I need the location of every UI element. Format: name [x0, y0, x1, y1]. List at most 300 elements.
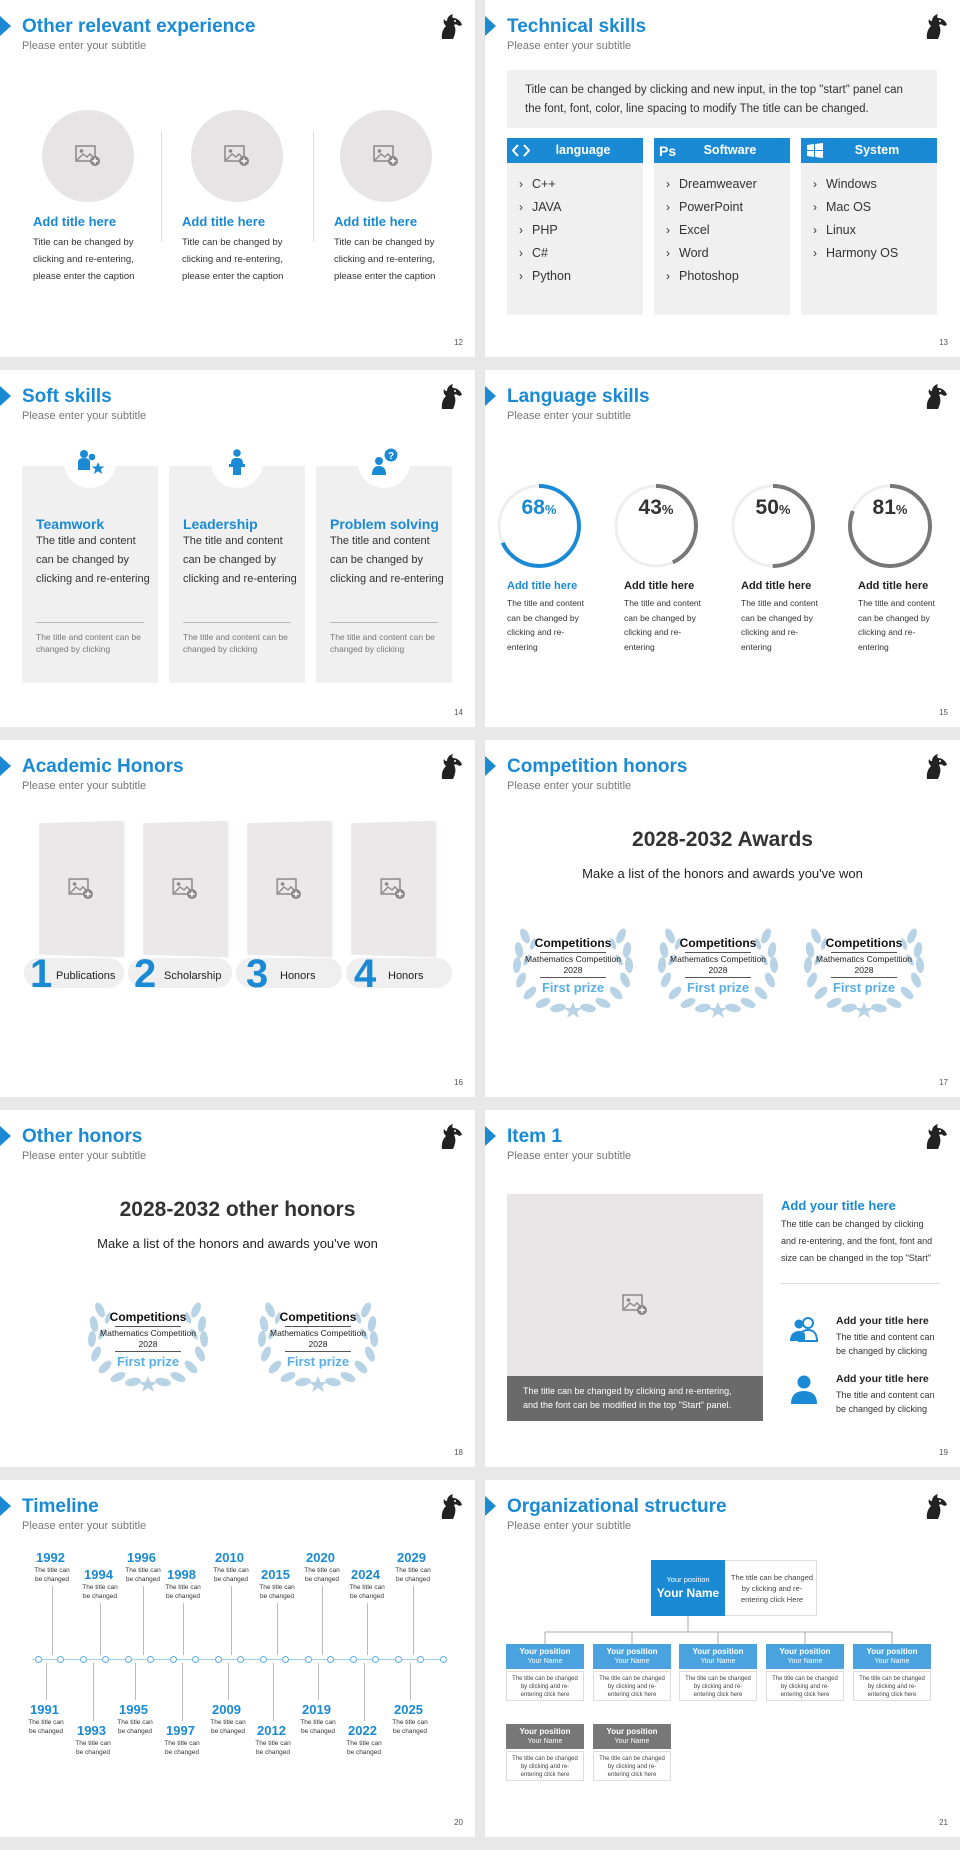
image-placeholder-icon	[224, 145, 250, 167]
award-prize: First prize	[286, 1354, 350, 1369]
page-number: 14	[454, 708, 463, 717]
card-body: Title can be changed by clicking and re-entering, please enter the caption	[334, 237, 436, 282]
honor-number: 1	[30, 952, 53, 996]
card-title: Leadership	[183, 516, 258, 532]
timeline-tick	[277, 1603, 278, 1655]
slide-subtitle: Please enter your subtitle	[507, 410, 632, 422]
card-title: Problem solving	[330, 516, 439, 532]
divider	[313, 132, 314, 242]
timeline-dot	[305, 1656, 312, 1663]
org-position-box[interactable]	[766, 1644, 844, 1669]
skill-card	[22, 466, 158, 683]
card-body: Title can be changed by clicking and re-entering, please enter the caption	[33, 237, 135, 282]
intro-text: Title can be changed by clicking and new input, in the top "start" panel can the font, font, color, line spacing to modify The title can be changed.	[507, 70, 937, 128]
award-category: Competitions	[679, 936, 757, 950]
org-desc: The title can be changed by clicking and re-entering click here	[766, 1671, 844, 1701]
list-item: › JAVA	[519, 196, 643, 219]
timeline-year: 1991	[30, 1702, 59, 1717]
honor-number: 4	[354, 952, 377, 996]
timeline-caption: The title can be changed	[165, 1584, 201, 1600]
team-icon	[75, 448, 105, 476]
image-placeholder-icon	[373, 145, 399, 167]
title-marker	[0, 16, 11, 36]
point-title: Add your title here	[836, 1373, 929, 1385]
award-event: Mathematics Competition	[100, 1328, 196, 1338]
title-marker	[485, 1496, 496, 1516]
user-icon	[790, 1374, 818, 1404]
honor-label: Publications	[56, 970, 116, 982]
timeline-tick	[318, 1663, 319, 1700]
slide-subtitle: Please enter your subtitle	[507, 40, 632, 52]
image-placeholder-icon	[68, 878, 94, 900]
timeline-dot	[215, 1656, 222, 1663]
org-desc: The title can be changed by clicking and re-entering click here	[506, 1751, 584, 1781]
divider	[115, 1326, 181, 1327]
list-item: › Windows	[813, 173, 937, 196]
org-name: Your Name	[874, 1658, 910, 1665]
slide-title: Competition honors	[507, 756, 688, 777]
point-title: Add your title here	[836, 1315, 929, 1327]
award-year: 2028	[308, 1339, 328, 1349]
ring-title: Add title here	[741, 580, 812, 592]
org-position-box[interactable]	[593, 1644, 671, 1669]
timeline-caption: The title can be changed	[255, 1740, 291, 1756]
image-placeholder-icon	[276, 878, 302, 900]
column-label: System	[854, 143, 900, 157]
ring-title: Add title here	[624, 580, 695, 592]
divider	[115, 1351, 181, 1352]
org-desc: The title can be changed by clicking and re-entering click here	[679, 1671, 757, 1701]
award-event: Mathematics Competition	[525, 954, 621, 964]
award-category: Competitions	[279, 1310, 357, 1324]
timeline-year: 1996	[127, 1550, 156, 1565]
timeline-dot	[440, 1656, 447, 1663]
org-name: Your Name	[614, 1738, 650, 1745]
ring-value: 50%	[755, 496, 791, 519]
image-placeholder-icon	[172, 878, 198, 900]
horse-logo-icon	[435, 1122, 465, 1152]
skill-column-system	[801, 138, 937, 315]
timeline-dot	[417, 1656, 424, 1663]
org-position: Your position	[779, 1647, 831, 1656]
horse-logo-icon	[920, 752, 950, 782]
timeline-caption: The title can be changed	[349, 1584, 385, 1600]
title-marker	[0, 1126, 11, 1146]
image-placeholder[interactable]	[143, 821, 228, 958]
org-position: Your position	[606, 1647, 658, 1656]
ring-body: The title and content can be changed by clicking and re-entering	[624, 598, 702, 652]
timeline-tick	[410, 1663, 411, 1700]
page-number: 20	[454, 1818, 463, 1827]
honor-label: Scholarship	[164, 970, 222, 982]
slide-subtitle: Please enter your subtitle	[507, 780, 632, 792]
timeline-tick	[413, 1586, 414, 1655]
slide-title: Organizational structure	[507, 1496, 727, 1517]
awards-heading: 2028-2032 Awards	[632, 828, 813, 851]
skill-column-software	[654, 138, 790, 315]
award-year: 2028	[854, 965, 874, 975]
divider	[540, 977, 606, 978]
timeline-dot	[395, 1656, 402, 1663]
org-name: Your Name	[656, 1586, 720, 1600]
org-head-box[interactable]	[651, 1560, 725, 1616]
list-item: › PowerPoint	[666, 196, 790, 219]
timeline-tick	[93, 1663, 94, 1721]
divider	[831, 977, 897, 978]
list-item: › Word	[666, 242, 790, 265]
horse-logo-icon	[920, 1122, 950, 1152]
timeline-year: 1992	[36, 1550, 65, 1565]
ring-body: The title and content can be changed by clicking and re-entering	[507, 598, 585, 652]
slide-org-structure	[485, 1480, 960, 1837]
slide-title: Soft skills	[22, 386, 112, 407]
card-body: The title and content can be changed by clicking and re-entering	[36, 535, 150, 585]
horse-logo-icon	[920, 1492, 950, 1522]
slide-title: Timeline	[22, 1496, 99, 1517]
main-body: The title can be changed by clicking and re-entering, and the font, font and size can be changed in the top "Start"	[781, 1219, 933, 1263]
timeline-year: 2022	[348, 1723, 377, 1738]
org-desc: The title can be changed by clicking and re-entering click here	[593, 1671, 671, 1701]
timeline-caption: The title can be changed	[259, 1584, 295, 1600]
timeline-year: 2024	[351, 1567, 380, 1582]
timeline-dot	[102, 1656, 109, 1663]
horse-logo-icon	[920, 382, 950, 412]
title-marker	[0, 386, 11, 406]
list-item: › Dreamweaver	[666, 173, 790, 196]
timeline-dot	[80, 1656, 87, 1663]
slide-academic-honors	[0, 740, 475, 1097]
ring-body: The title and content can be changed by clicking and re-entering	[741, 598, 819, 652]
award-category: Competitions	[825, 936, 903, 950]
divider	[36, 622, 144, 623]
card-title: Add title here	[334, 214, 418, 229]
slide-title: Item 1	[507, 1126, 562, 1147]
slide-language-skills	[485, 370, 960, 727]
org-head-desc: The title can be changed by clicking and re-entering click Here	[730, 1573, 814, 1604]
divider	[685, 977, 751, 978]
ring-title: Add title here	[858, 580, 929, 592]
org-position: Your position	[692, 1647, 744, 1656]
timeline-tick	[364, 1663, 365, 1721]
award-category: Competitions	[534, 936, 612, 950]
timeline-dot	[57, 1656, 64, 1663]
divider	[183, 622, 291, 623]
slide-other-experience	[0, 0, 475, 357]
award-year: 2028	[138, 1339, 158, 1349]
page-number: 15	[939, 708, 948, 717]
award-prize: First prize	[541, 980, 605, 995]
timeline-tick	[46, 1663, 47, 1700]
timeline-year: 2020	[306, 1550, 335, 1565]
page-number: 18	[454, 1448, 463, 1457]
column-header	[507, 138, 643, 163]
image-caption: The title can be changed by clicking and re-entering, and the font can be modified in the top "Start" panel.	[507, 1376, 763, 1421]
award-event: Mathematics Competition	[816, 954, 912, 964]
page-number: 21	[939, 1818, 948, 1827]
awards-heading: 2028-2032 other honors	[119, 1198, 356, 1221]
divider	[330, 622, 438, 623]
card-body: The title and content can be changed by clicking and re-entering	[330, 535, 444, 585]
slide-technical-skills	[485, 0, 960, 357]
award-year: 2028	[708, 965, 728, 975]
column-header	[801, 138, 937, 163]
list-item: › Python	[519, 265, 643, 288]
ring-value: 68%	[521, 496, 557, 519]
timeline-dot	[125, 1656, 132, 1663]
timeline-tick	[52, 1586, 53, 1655]
timeline-year: 1998	[167, 1567, 196, 1582]
column-label: language	[555, 143, 611, 157]
ring-value: 81%	[872, 496, 908, 519]
divider	[831, 952, 897, 953]
timeline-tick	[182, 1663, 183, 1721]
award-prize: First prize	[116, 1354, 180, 1369]
org-position-box[interactable]	[679, 1644, 757, 1669]
timeline-year: 1997	[166, 1723, 195, 1738]
timeline-year: 1995	[119, 1702, 148, 1717]
org-name: Your Name	[614, 1658, 650, 1665]
horse-logo-icon	[435, 1492, 465, 1522]
svg-text:Ps: Ps	[659, 143, 677, 159]
timeline-caption: The title can be changed	[164, 1740, 200, 1756]
org-name: Your Name	[787, 1658, 823, 1665]
timeline-caption: The title can be changed	[75, 1740, 111, 1756]
slide-title: Academic Honors	[22, 756, 184, 777]
timeline-tick	[322, 1586, 323, 1655]
image-placeholder[interactable]	[42, 110, 134, 202]
timeline-year: 2015	[261, 1567, 290, 1582]
icon-circle	[211, 436, 263, 488]
org-name: Your Name	[700, 1658, 736, 1665]
org-position: Your position	[666, 1575, 710, 1584]
title-marker	[485, 16, 496, 36]
card-note: The title and content can be changed by clicking	[36, 632, 141, 654]
divider	[781, 1283, 941, 1284]
timeline-tick	[100, 1603, 101, 1655]
list-item: › Linux	[813, 219, 937, 242]
divider	[285, 1326, 351, 1327]
award-year: 2028	[563, 965, 583, 975]
podium-speaker-icon	[223, 448, 251, 476]
awards-subheading: Make a list of the honors and awards you've won	[582, 866, 863, 881]
question-user-icon	[369, 448, 399, 476]
image-placeholder[interactable]	[39, 821, 124, 958]
timeline-caption: The title can be changed	[346, 1740, 382, 1756]
timeline-year: 2025	[394, 1702, 423, 1717]
card-title: Teamwork	[36, 516, 105, 532]
title-marker	[0, 1496, 11, 1516]
point-body: The title and content can be changed by clicking	[836, 1390, 935, 1414]
list-item: › Photoshop	[666, 265, 790, 288]
image-placeholder-icon	[622, 1294, 648, 1316]
slide-competition-honors	[485, 740, 960, 1097]
ring-title: Add title here	[507, 580, 578, 592]
svg-text:?: ?	[387, 451, 395, 462]
timeline-caption: The title can be changed	[117, 1719, 153, 1735]
slide-subtitle: Please enter your subtitle	[22, 780, 147, 792]
org-position-box[interactable]	[506, 1724, 584, 1749]
timeline-caption: The title can be changed	[82, 1584, 118, 1600]
timeline-caption: The title can be changed	[210, 1719, 246, 1735]
horse-logo-icon	[435, 382, 465, 412]
timeline-dot	[237, 1656, 244, 1663]
horse-logo-icon	[435, 12, 465, 42]
timeline-caption: The title can be changed	[34, 1567, 70, 1583]
ring-value: 43%	[638, 496, 674, 519]
skill-column-language	[507, 138, 643, 315]
org-desc: The title can be changed by clicking and re-entering click here	[593, 1751, 671, 1781]
timeline-year: 2029	[397, 1550, 426, 1565]
timeline-caption: The title can be changed	[300, 1719, 336, 1735]
org-desc: The title can be changed by clicking and re-entering click here	[506, 1671, 584, 1701]
horse-logo-icon	[920, 12, 950, 42]
honor-number: 2	[134, 952, 157, 996]
divider	[285, 1351, 351, 1352]
award-event: Mathematics Competition	[670, 954, 766, 964]
timeline-caption: The title can be changed	[213, 1567, 249, 1583]
org-position-box[interactable]	[593, 1724, 671, 1749]
timeline-year: 2012	[257, 1723, 286, 1738]
timeline-year: 1994	[84, 1567, 113, 1582]
page-number: 12	[454, 338, 463, 347]
org-name: Your Name	[527, 1658, 563, 1665]
timeline-dot	[372, 1656, 379, 1663]
image-placeholder[interactable]	[191, 110, 283, 202]
title-marker	[485, 756, 496, 776]
timeline-tick	[143, 1586, 144, 1655]
slide-subtitle: Please enter your subtitle	[22, 1150, 147, 1162]
slide-subtitle: Please enter your subtitle	[22, 40, 147, 52]
timeline-dot	[260, 1656, 267, 1663]
timeline-year: 2009	[212, 1702, 241, 1717]
slide-subtitle: Please enter your subtitle	[22, 410, 147, 422]
point-body: The title and content can be changed by clicking	[836, 1332, 935, 1356]
awards-subheading: Make a list of the honors and awards you've won	[97, 1236, 378, 1251]
page-number: 13	[939, 338, 948, 347]
timeline-tick	[273, 1663, 274, 1721]
image-placeholder[interactable]	[247, 821, 332, 958]
title-marker	[485, 1126, 496, 1146]
timeline-caption: The title can be changed	[392, 1719, 428, 1735]
horse-logo-icon	[435, 752, 465, 782]
org-position-box[interactable]	[506, 1644, 584, 1669]
list-item: › Harmony OS	[813, 242, 937, 265]
timeline-dot	[350, 1656, 357, 1663]
column-label: Software	[703, 143, 757, 157]
timeline-dot	[35, 1656, 42, 1663]
timeline-caption: The title can be changed	[125, 1567, 161, 1583]
org-desc: The title can be changed by clicking and re-entering click here	[853, 1671, 931, 1701]
page-number: 16	[454, 1078, 463, 1087]
card-body: Title can be changed by clicking and re-entering, please enter the caption	[182, 237, 284, 282]
timeline-tick	[135, 1663, 136, 1700]
honor-label: Honors	[388, 970, 424, 982]
page-number: 19	[939, 1448, 948, 1457]
award-prize: First prize	[832, 980, 896, 995]
slide-title: Other honors	[22, 1126, 143, 1147]
card-title: Add title here	[182, 214, 266, 229]
slide-subtitle: Please enter your subtitle	[22, 1520, 147, 1532]
skill-card	[169, 466, 305, 683]
users-icon	[788, 1316, 820, 1342]
timeline-dot	[147, 1656, 154, 1663]
progress-rings	[485, 470, 960, 590]
timeline-year: 2010	[215, 1550, 244, 1565]
card-title: Add title here	[33, 214, 117, 229]
slide-title: Other relevant experience	[22, 16, 256, 37]
image-placeholder[interactable]	[351, 821, 436, 958]
timeline-dot	[327, 1656, 334, 1663]
icon-circle	[358, 436, 410, 488]
card-note: The title and content can be changed by clicking	[183, 632, 288, 654]
image-placeholder-icon	[75, 145, 101, 167]
honor-label: Honors	[280, 970, 316, 982]
timeline-caption: The title can be changed	[304, 1567, 340, 1583]
slide-title: Language skills	[507, 386, 650, 407]
divider	[540, 952, 606, 953]
icon-circle	[64, 436, 116, 488]
org-position: Your position	[866, 1647, 918, 1656]
card-note: The title and content can be changed by clicking	[330, 632, 435, 654]
image-placeholder[interactable]	[340, 110, 432, 202]
ring-body: The title and content can be changed by clicking and re-entering	[858, 598, 936, 652]
honor-number: 3	[246, 952, 269, 996]
org-position: Your position	[519, 1647, 571, 1656]
timeline-dot	[282, 1656, 289, 1663]
slide-title: Technical skills	[507, 16, 647, 37]
org-position: Your position	[606, 1727, 658, 1736]
slide-other-honors	[0, 1110, 475, 1467]
slide-item-1	[485, 1110, 960, 1467]
list-item: › C#	[519, 242, 643, 265]
slide-soft-skills	[0, 370, 475, 727]
list-item: › Mac OS	[813, 196, 937, 219]
timeline-year: 1993	[77, 1723, 106, 1738]
timeline-year: 2019	[302, 1702, 331, 1717]
org-name: Your Name	[527, 1738, 563, 1745]
column-header	[654, 138, 790, 163]
list-item: › C++	[519, 173, 643, 196]
list-item: › Excel	[666, 219, 790, 242]
award-event: Mathematics Competition	[270, 1328, 366, 1338]
slide-subtitle: Please enter your subtitle	[507, 1520, 632, 1532]
image-placeholder-icon	[380, 878, 406, 900]
timeline-tick	[367, 1603, 368, 1655]
timeline-dot	[192, 1656, 199, 1663]
timeline-tick	[228, 1663, 229, 1700]
title-marker	[485, 386, 496, 406]
main-title: Add your title here	[781, 1198, 896, 1213]
divider	[161, 132, 162, 242]
timeline-tick	[183, 1603, 184, 1655]
org-position-box[interactable]	[853, 1644, 931, 1669]
skill-card	[316, 466, 452, 683]
divider	[685, 952, 751, 953]
slide-subtitle: Please enter your subtitle	[507, 1150, 632, 1162]
timeline-caption: The title can be changed	[28, 1719, 64, 1735]
title-marker	[0, 756, 11, 776]
timeline-tick	[231, 1586, 232, 1655]
award-prize: First prize	[686, 980, 750, 995]
timeline-dot	[170, 1656, 177, 1663]
card-body: The title and content can be changed by clicking and re-entering	[183, 535, 297, 585]
page-number: 17	[939, 1078, 948, 1087]
org-position: Your position	[519, 1727, 571, 1736]
timeline-caption: The title can be changed	[395, 1567, 431, 1583]
slide-timeline	[0, 1480, 475, 1837]
award-category: Competitions	[109, 1310, 187, 1324]
list-item: › PHP	[519, 219, 643, 242]
